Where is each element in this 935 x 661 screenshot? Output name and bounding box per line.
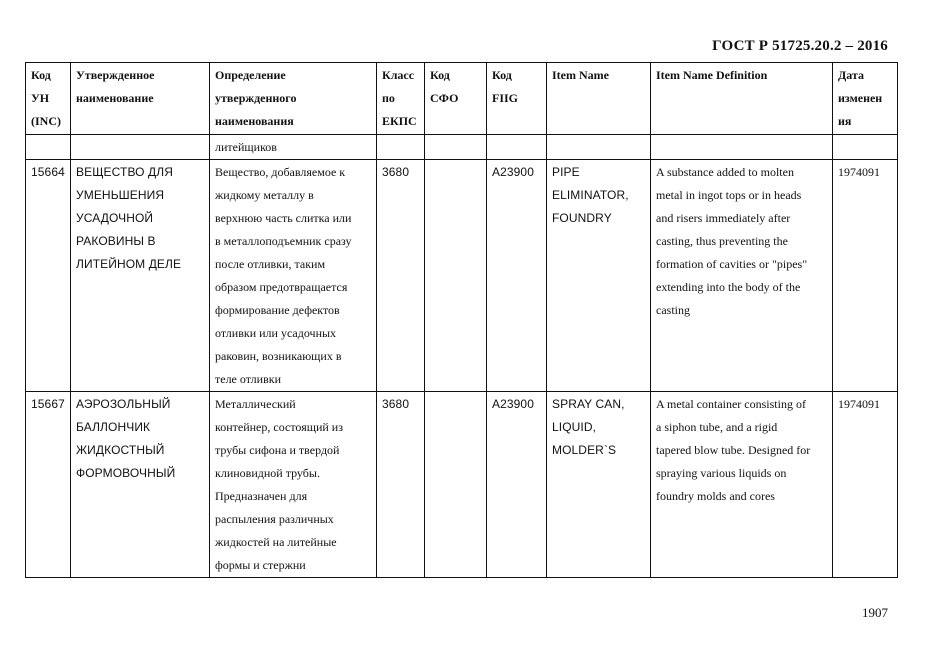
text-line: верхнюю часть слитка или	[215, 211, 352, 225]
text-line: LIQUID,	[552, 420, 597, 434]
text-line: MOLDER`S	[552, 443, 617, 457]
text-line: ия	[838, 114, 852, 128]
header-ekps-class	[377, 63, 425, 135]
ekps-class-cell: 3680	[377, 392, 425, 578]
text-line: после отливки, таким	[215, 257, 326, 271]
text-line: УН	[31, 91, 50, 105]
text-line: metal in ingot tops or in heads	[656, 188, 802, 202]
text-line: Дата	[838, 68, 864, 82]
text-line: and risers immediately after	[656, 211, 791, 225]
text-line: a siphon tube, and a rigid	[656, 420, 778, 434]
text-line: extending into the body of the	[656, 280, 801, 294]
text-line: раковин, возникающих в	[215, 349, 342, 363]
text-line: ЖИДКОСТНЫЙ	[76, 443, 165, 457]
header-change-date	[833, 63, 898, 135]
inc-code-cell: 15667	[26, 392, 71, 578]
text-line: наименования	[215, 114, 294, 128]
text-line: Item Name Definition	[656, 68, 768, 82]
text-line: по	[382, 91, 395, 105]
text-line: ELIMINATOR,	[552, 188, 629, 202]
text-line: Класс	[382, 68, 415, 82]
text-line: Код	[31, 68, 51, 82]
text-line: трубы сифона и твердой	[215, 443, 340, 457]
text-line: изменен	[838, 91, 883, 105]
definition-cell	[210, 392, 377, 578]
sfo-code-cell	[425, 392, 487, 578]
text-line: распыления различных	[215, 512, 334, 526]
document-standard-header: ГОСТ Р 51725.20.2 – 2016	[712, 38, 888, 54]
text-line: ЕКПС	[382, 114, 417, 128]
text-line: формы и стержни	[215, 558, 306, 572]
text-line: Определение	[215, 68, 286, 82]
text-line: теле отливки	[215, 372, 281, 386]
text-line: литейщиков	[215, 140, 277, 154]
header-approved-name	[71, 63, 210, 135]
text-line: spraying various liquids on	[656, 466, 787, 480]
text-line: foundry molds and cores	[656, 489, 775, 503]
text-line: Item Name	[552, 68, 609, 82]
text-line: утвержденного	[215, 91, 297, 105]
text-line: СФО	[430, 91, 459, 105]
text-line: A substance added to molten	[656, 165, 794, 179]
text-line: (INC)	[31, 114, 61, 128]
text-line: ВЕЩЕСТВО ДЛЯ	[76, 165, 174, 179]
header-item-name-definition	[651, 63, 833, 135]
header-name-definition	[210, 63, 377, 135]
continuation-definition-text	[210, 135, 377, 160]
text-line: Металлический	[215, 397, 296, 411]
header-sfo-code	[425, 63, 487, 135]
ekps-class-cell: 3680	[377, 160, 425, 392]
item-name-registry-table	[25, 62, 898, 578]
text-line: Код	[492, 68, 512, 82]
text-line: жидкостей на литейные	[215, 535, 337, 549]
text-line: tapered blow tube. Designed for	[656, 443, 811, 457]
change-date-cell: 1974091	[833, 392, 898, 578]
text-line: клиновидной трубы.	[215, 466, 320, 480]
text-line: Вещество, добавляемое к	[215, 165, 346, 179]
header-inc-code	[26, 63, 71, 135]
text-line: формирование дефектов	[215, 303, 340, 317]
text-line: в металлоподъемник сразу	[215, 234, 352, 248]
text-line: PIPE	[552, 165, 580, 179]
text-line: ФОРМОВОЧНЫЙ	[76, 466, 176, 480]
text-line: Предназначен для	[215, 489, 308, 503]
item-name-cell	[547, 160, 651, 392]
item-name-cell	[547, 392, 651, 578]
page-number: 1907	[862, 605, 888, 620]
text-line: SPRAY CAN,	[552, 397, 625, 411]
header-fiig-code	[487, 63, 547, 135]
item-definition-cell	[651, 160, 833, 392]
text-line: Код	[430, 68, 450, 82]
approved-name-cell	[71, 392, 210, 578]
definition-cell	[210, 160, 377, 392]
item-definition-cell	[651, 392, 833, 578]
text-line: A metal container consisting of	[656, 397, 806, 411]
approved-name-cell	[71, 160, 210, 392]
text-line: casting	[656, 303, 690, 317]
text-line: наименование	[76, 91, 154, 105]
text-line: FIIG	[492, 91, 519, 105]
text-line: УМЕНЬШЕНИЯ	[76, 188, 165, 202]
text-line: РАКОВИНЫ В	[76, 234, 156, 248]
text-line: FOUNDRY	[552, 211, 612, 225]
text-line: образом предотвращается	[215, 280, 348, 294]
table-row	[26, 392, 898, 578]
text-line: casting, thus preventing the	[656, 234, 788, 248]
text-line: УСАДОЧНОЙ	[76, 211, 154, 225]
change-date-cell: 1974091	[833, 160, 898, 392]
table-row	[26, 160, 898, 392]
text-line: контейнер, состоящий из	[215, 420, 343, 434]
text-line: отливки или усадочных	[215, 326, 337, 340]
text-line: ЛИТЕЙНОМ ДЕЛЕ	[76, 257, 182, 271]
inc-code-cell: 15664	[26, 160, 71, 392]
text-line: БАЛЛОНЧИК	[76, 420, 151, 434]
table-header-row	[26, 63, 898, 135]
text-line: АЭРОЗОЛЬНЫЙ	[76, 397, 171, 411]
continuation-row	[26, 135, 898, 160]
header-item-name	[547, 63, 651, 135]
sfo-code-cell	[425, 160, 487, 392]
fiig-code-cell: A23900	[487, 160, 547, 392]
text-line: Утвержденное	[76, 68, 155, 82]
fiig-code-cell: A23900	[487, 392, 547, 578]
text-line: жидкому металлу в	[215, 188, 314, 202]
text-line: formation of cavities or "pipes"	[656, 257, 808, 271]
